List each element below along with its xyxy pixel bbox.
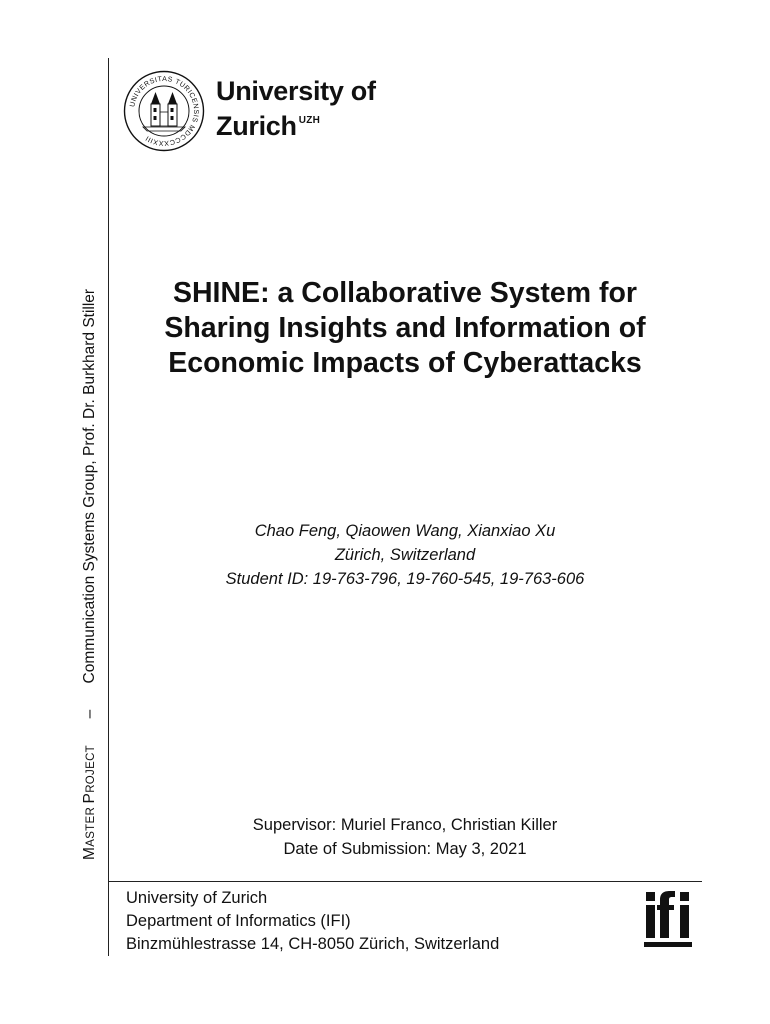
student-ids: Student ID: 19-763-796, 19-760-545, 19-763-606 [225, 570, 585, 588]
title-line-2: Sharing Insights and Information of [164, 312, 646, 344]
author-block [108, 519, 702, 591]
group-name: Communication Systems Group, Prof. Dr. Burkhard Stiller [81, 288, 98, 684]
wordmark-line1: University of [216, 76, 376, 106]
university-wordmark [216, 76, 376, 141]
wordmark-superscript: UZH [298, 115, 321, 126]
address-line-2: Department of Informatics (IFI) [126, 912, 351, 930]
address-line-1: University of Zurich [126, 889, 268, 907]
footer-rule [108, 881, 702, 882]
uzh-seal-logo [123, 70, 205, 152]
sidebar-separator: – [81, 709, 98, 719]
wordmark-line2: Zurich [216, 111, 297, 141]
project-type: MASTER PROJECT [81, 744, 98, 860]
svg-text:UNIVERSITAS TURICENSIS MDCCCXX: UNIVERSITAS TURICENSIS MDCCCXXXIII [129, 75, 200, 147]
title-line-1: SHINE: a Collaborative System for [172, 277, 638, 309]
address-block [126, 887, 499, 956]
submission-date: Date of Submission: May 3, 2021 [283, 840, 527, 858]
thesis-title [108, 276, 702, 381]
sidebar-vertical-text [80, 200, 101, 860]
author-location: Zürich, Switzerland [334, 546, 476, 564]
title-line-3: Economic Impacts of Cyberattacks [168, 347, 642, 379]
supervisor-names: Supervisor: Muriel Franco, Christian Killer [252, 816, 558, 834]
author-names: Chao Feng, Qiaowen Wang, Xianxiao Xu [254, 522, 556, 540]
address-line-3: Binzmühlestrasse 14, CH-8050 Zürich, Switzerland [126, 935, 500, 953]
ifi-logo [644, 888, 694, 948]
supervision-block [108, 813, 702, 861]
